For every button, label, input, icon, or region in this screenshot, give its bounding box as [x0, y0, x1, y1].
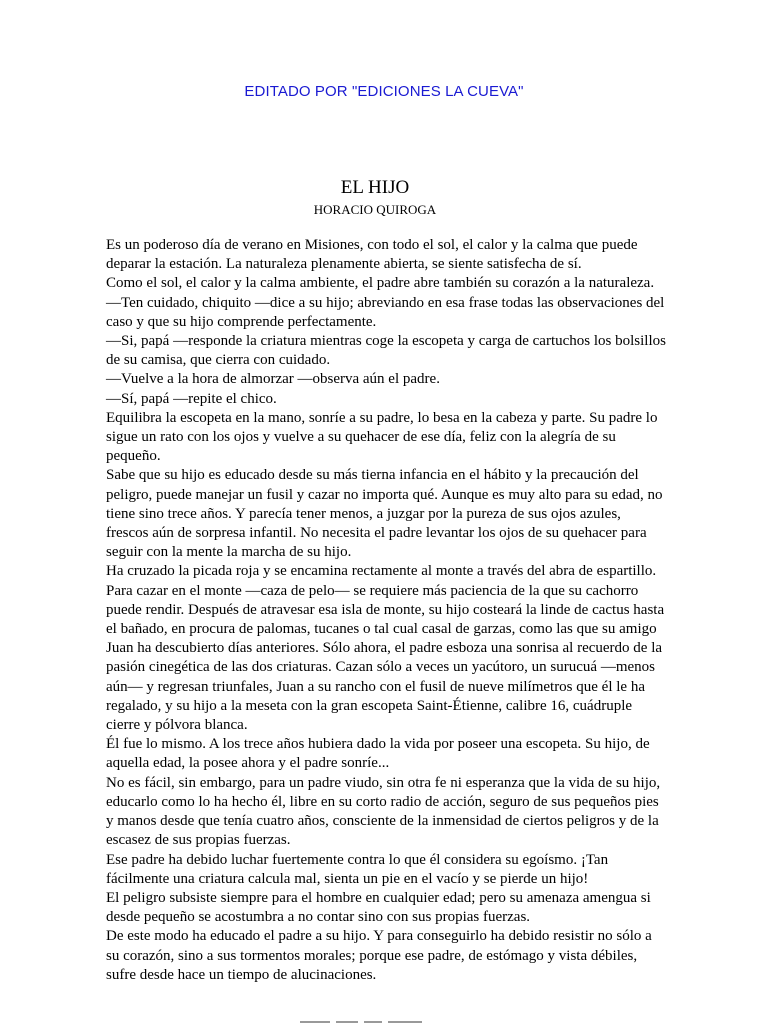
paragraph: Es un poderoso día de verano en Misiones, con todo el sol, el calor y la calma que puede deparar la estación. La naturaleza plenamente abierta, se siente satisfecha de sí. [106, 237, 638, 273]
paragraph: Equilibra la escopeta en la mano, sonríe a su padre, lo besa en la cabeza y parte. Su padre lo sigue un rato con los ojos y vuelve a su quehacer de ese día, feliz con la alegría de su pequeño. [106, 409, 658, 465]
paragraph: No es fácil, sin embargo, para un padre viudo, sin otra fe ni esperanza que la vida de su hijo, educarlo como lo ha hecho él, libre en su corto radio de acción, seguro de sus pequeños pies y manos desde que tenía cuatro años, consciente de la inmensidad de ciertos peligros y de la escasez de sus propias fuerzas. [106, 774, 661, 849]
paragraph: —Si, papá —responde la criatura mientras coge la escopeta y carga de cartuchos los bolsillos de su camisa, que cierra con cuidado. [106, 333, 666, 369]
paragraph: —Sí, papá —repite el chico. [106, 390, 277, 407]
editor-credit: EDITADO POR "EDICIONES LA CUEVA" [244, 83, 524, 100]
story-author: HORACIO QUIROGA [313, 202, 437, 217]
paragraph: De este modo ha educado el padre a su hijo. Y para conseguirlo ha debido resistir no sólo a su corazón, sino a sus tormentos morales; porque ese padre, de estómago y vista débiles, sufre desde hace un tiempo de alucinaciones. [106, 928, 652, 983]
paragraph: Él fue lo mismo. A los trece años hubiera dado la vida por poseer una escopeta. Su hijo, de aquella edad, la posee ahora y el padre sonríe... [106, 736, 650, 772]
paragraph: El peligro subsiste siempre para el hombre en cualquier edad; pero su amenaza amengua si desde pequeño se acostumbra a no contar sino con sus propias fuerzas. [106, 889, 651, 926]
paragraph: Sabe que su hijo es educado desde su más tierna infancia en el hábito y la precaución del peligro, puede manejar un fusil y cazar no importa qué. Aunque es muy alto para su edad, no tiene sino trece años. Y parecía tener menos, a juzgar por la pureza de sus ojos azules, frescos aún de sorpresa infantil. No necesita el padre levantar los ojos de su quehacer para seguir con la mente la marcha de su hijo. [106, 467, 663, 561]
cutoff-text-fragment [300, 1016, 500, 1024]
story-body [106, 236, 666, 985]
paragraph: —Vuelve a la hora de almorzar —observa aún el padre. [106, 371, 440, 388]
paragraph: Ese padre ha debido luchar fuertemente contra lo que él considera su egoísmo. ¡Tan fácilmente una criatura calcula mal, sienta un pie en el vacío y se pierde un hijo! [106, 851, 609, 887]
paragraph: Ha cruzado la picada roja y se encamina rectamente al monte a través del abra de espartillo. Para cazar en el monte —caza de pelo— se requiere más paciencia de la que su cachorro puede rendir. Después de atravesar esa isla de monte, su hijo costeará la linde de cactus hasta el bañado, en procura de palomas, tucanes o tal cual casal de garzas, como las que su amigo Juan ha descubierto días anteriores. Sólo ahora, el padre esboza una sonrisa al recuerdo de la pasión cinegética de las dos criaturas. Cazan sólo a veces un yacútoro, un surucuá —menos aún— y regresan triunfales, Juan a su rancho con el fusil de nueve milímetros que él le ha regalado, y su hijo a la meseta con la gran escopeta Saint-Étienne, calibre 16, cuádruple cierre y pólvora blanca. [106, 563, 665, 734]
paragraph: —Ten cuidado, chiquito —dice a su hijo; abreviando en esa frase todas las observaciones del caso y que su hijo comprende perfectamente. [106, 294, 665, 330]
story-title: EL HIJO [340, 177, 410, 198]
paragraph: Como el sol, el calor y la calma ambiente, el padre abre también su corazón a la naturaleza. [106, 275, 655, 292]
